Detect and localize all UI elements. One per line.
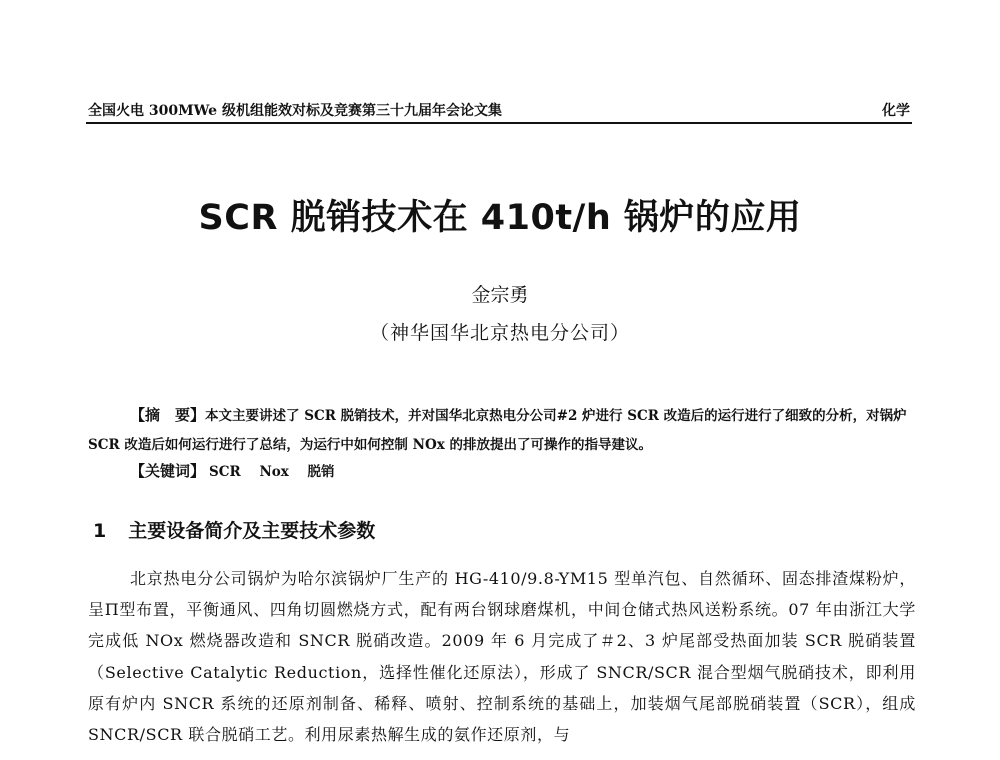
author-affiliation: （神华国华北京热电分公司） (369, 322, 630, 344)
keyword-item: 脱销 (307, 464, 335, 480)
abstract-label: 【摘 要】 (130, 406, 206, 424)
author-name: 金宗勇 (471, 284, 529, 306)
section-number: 1 (93, 520, 107, 542)
body-text (88, 563, 916, 750)
keyword-item: SCR (209, 464, 241, 480)
body-paragraph: 北京热电分公司锅炉为哈尔滨锅炉厂生产的 HG-410/9.8-YM15 型单汽包、自然循环、固态排渣煤粉炉，呈Π型布置，平衡通风、四角切圆燃烧方式，配有两台钢球磨煤机，中间仓储式热风送粉系统。07 年由浙江大学完成低 NOx 燃烧器改造和 SNCR 脱硝改造。2009 年 6 月完成了＃2、3 炉尾部受热面加装 SCR 脱硝装置（Selective Catalytic Reduction，选择性催化还原法），形成了 SNCR/SCR 混合型烟气脱硝技术，即利用原有炉内 SNCR 系统的还原剂制备、稀释、喷射、控制系统的基础上，加装烟气尾部脱硝装置（SCR），组成 SNCR/SCR 联合脱硝工艺。利用尿素热解生成的氨作还原剂，与 (88, 569, 916, 745)
keyword-item: Nox (259, 464, 289, 480)
keywords-label: 【关键词】 (130, 462, 206, 480)
section-title: 主要设备简介及主要技术参数 (128, 520, 376, 542)
running-header (86, 98, 912, 124)
paper-title: SCR 脱销技术在 410t/h 锅炉的应用 (198, 198, 802, 238)
section-heading (93, 516, 375, 543)
abstract-text: 本文主要讲述了 SCR 脱销技术，并对国华北京热电分公司#2 炉进行 SCR 改造后的运行进行了细致的分析，对锅炉 SCR 改造后如何运行进行了总结，为运行中如何控制 NOx 的排放提出了可操作的指导建议。 (88, 408, 907, 453)
abstract (88, 401, 914, 460)
subject-category: 化学 (882, 103, 910, 119)
keywords (130, 460, 335, 481)
proceedings-title: 全国火电 300MWe 级机组能效对标及竞赛第三十九届年会论文集 (88, 103, 502, 119)
